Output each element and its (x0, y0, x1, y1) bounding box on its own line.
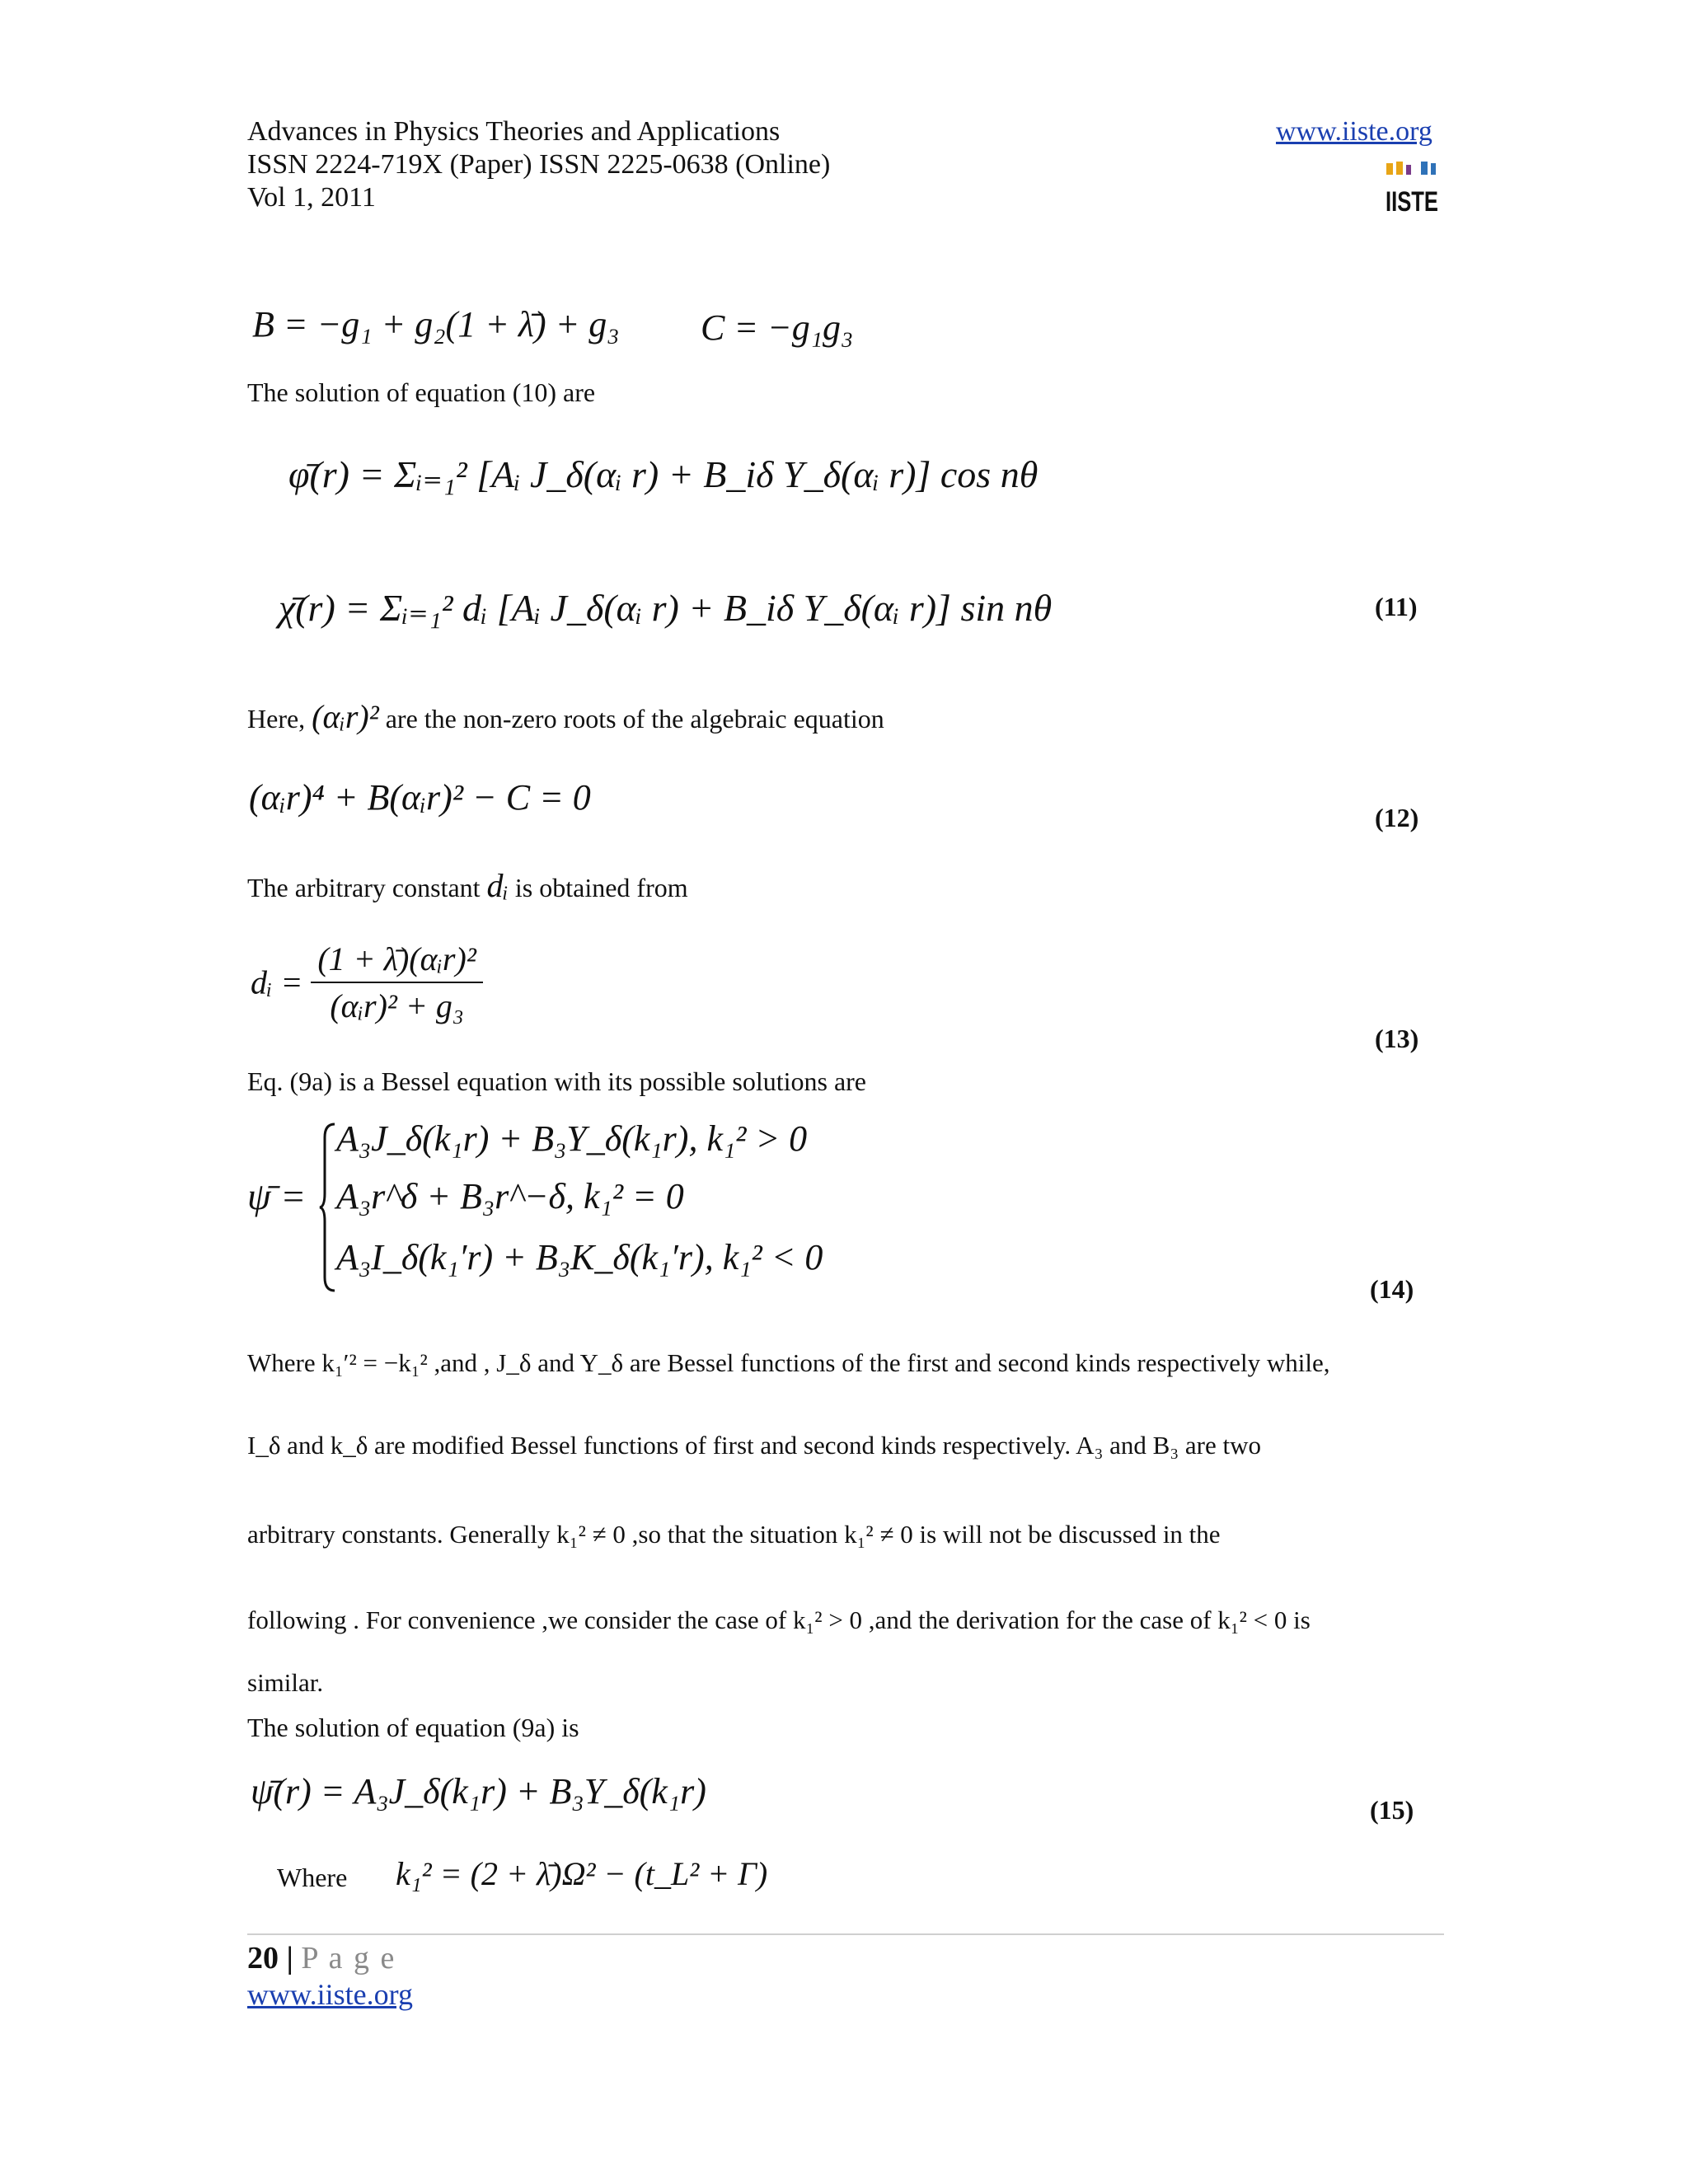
text-solution-eq10: The solution of equation (10) are (247, 377, 596, 407)
paragraph-where-line-3: arbitrary constants. Generally k₁² ≠ 0 ,so that the situation k₁² ≠ 0 is will not be discussed in the (247, 1520, 1221, 1549)
text-here-line (247, 698, 884, 735)
text-arbitrary-suffix: is obtained from (514, 873, 688, 902)
journal-title: Advances in Physics Theories and Applications (247, 116, 781, 147)
volume-line: Vol 1, 2011 (247, 182, 376, 213)
equation-12: (αᵢr)⁴ + B(αᵢr)² − C = 0 (249, 777, 591, 818)
equation-B: B = −g₁ + g₂(1 + λ̄) + g₃ (252, 304, 620, 344)
footer-divider (247, 1933, 1444, 1935)
equation-14-case-3: A₃I_δ(k₁′r) + B₃K_δ(k₁′r), k₁² < 0 (336, 1237, 823, 1277)
header-website-link[interactable]: www.iiste.org (1276, 116, 1432, 147)
equation-13-numerator: (1 + λ̄)(αᵢr)² (311, 940, 482, 983)
equation-14-case-2: A₃r^δ + B₃r^−δ, k₁² = 0 (336, 1176, 684, 1216)
equation-number-14: (14) (1370, 1274, 1414, 1304)
text-arbitrary-variable: dᵢ (486, 867, 509, 904)
equation-C: C = −g₁g₃ (701, 307, 854, 348)
paragraph-where-line-2: I_δ and k_δ are modified Bessel functions of first and second kinds respectively. A₃ and B₃ are two (247, 1431, 1261, 1460)
equation-13-denominator: (αᵢr)² + g₃ (330, 987, 464, 1024)
equation-15: ψ̄(r) = A₃J_δ(k₁r) + B₃Y_δ(k₁r) (251, 1771, 706, 1811)
svg-text:IISTE: IISTE (1386, 186, 1438, 218)
page-separator: | (286, 1941, 293, 1975)
equation-13 (251, 940, 483, 1025)
equation-number-13: (13) (1375, 1024, 1419, 1053)
text-solution-eq9a: The solution of equation (9a) is (247, 1713, 579, 1742)
text-arbitrary-constant (247, 869, 688, 904)
equation-13-fraction (311, 940, 482, 1025)
iiste-logo (1385, 158, 1439, 216)
equation-14-lhs: ψ̄ = (247, 1175, 307, 1217)
equation-13-lhs: dᵢ = (251, 963, 303, 1001)
equation-14-brace (320, 1121, 338, 1294)
equation-k1-squared: k₁² = (2 + λ̄)Ω² − (t_L² + Γ) (396, 1855, 768, 1892)
where-label: Where (277, 1863, 348, 1892)
equation-14-case-1: A₃J_δ(k₁r) + B₃Y_δ(k₁r), k₁² > 0 (336, 1118, 808, 1159)
text-here-expression: (αᵢr)² (312, 698, 379, 735)
text-bessel-equation: Eq. (9a) is a Bessel equation with its possible solutions are (247, 1066, 866, 1096)
equation-number-12: (12) (1375, 803, 1419, 832)
page-footer (247, 1940, 396, 1976)
paragraph-where-line-4: following . For convenience ,we consider the case of k₁² > 0 ,and the derivation for the case of k₁² < 0 is (247, 1605, 1311, 1634)
issn-line: ISSN 2224-719X (Paper) ISSN 2225-0638 (Online) (247, 149, 831, 180)
equation-chi: χ̄(r) = Σᵢ₌₁² dᵢ [Aᵢ J_δ(αᵢ r) + B_iδ Y_δ(αᵢ r)] sin nθ (279, 587, 1053, 629)
paragraph-where-line-1: Where k₁′² = −k₁² ,and , J_δ and Y_δ are Bessel functions of the first and second kinds respectively while, (247, 1348, 1330, 1377)
footer-website-link[interactable]: www.iiste.org (247, 1978, 413, 2011)
equation-number-11: (11) (1375, 592, 1418, 621)
page-word: P a g e (301, 1941, 396, 1975)
page-number: 20 (247, 1941, 279, 1975)
equation-number-15: (15) (1370, 1795, 1414, 1825)
text-here-prefix: Here, (247, 704, 306, 733)
paragraph-where-line-5: similar. (247, 1668, 324, 1697)
equation-phi: φ̄(r) = Σᵢ₌₁² [Aᵢ J_δ(αᵢ r) + B_iδ Y_δ(αᵢ r)] cos nθ (288, 453, 1039, 495)
text-here-suffix: are the non-zero roots of the algebraic equation (385, 704, 884, 733)
text-arbitrary-prefix: The arbitrary constant (247, 873, 481, 902)
